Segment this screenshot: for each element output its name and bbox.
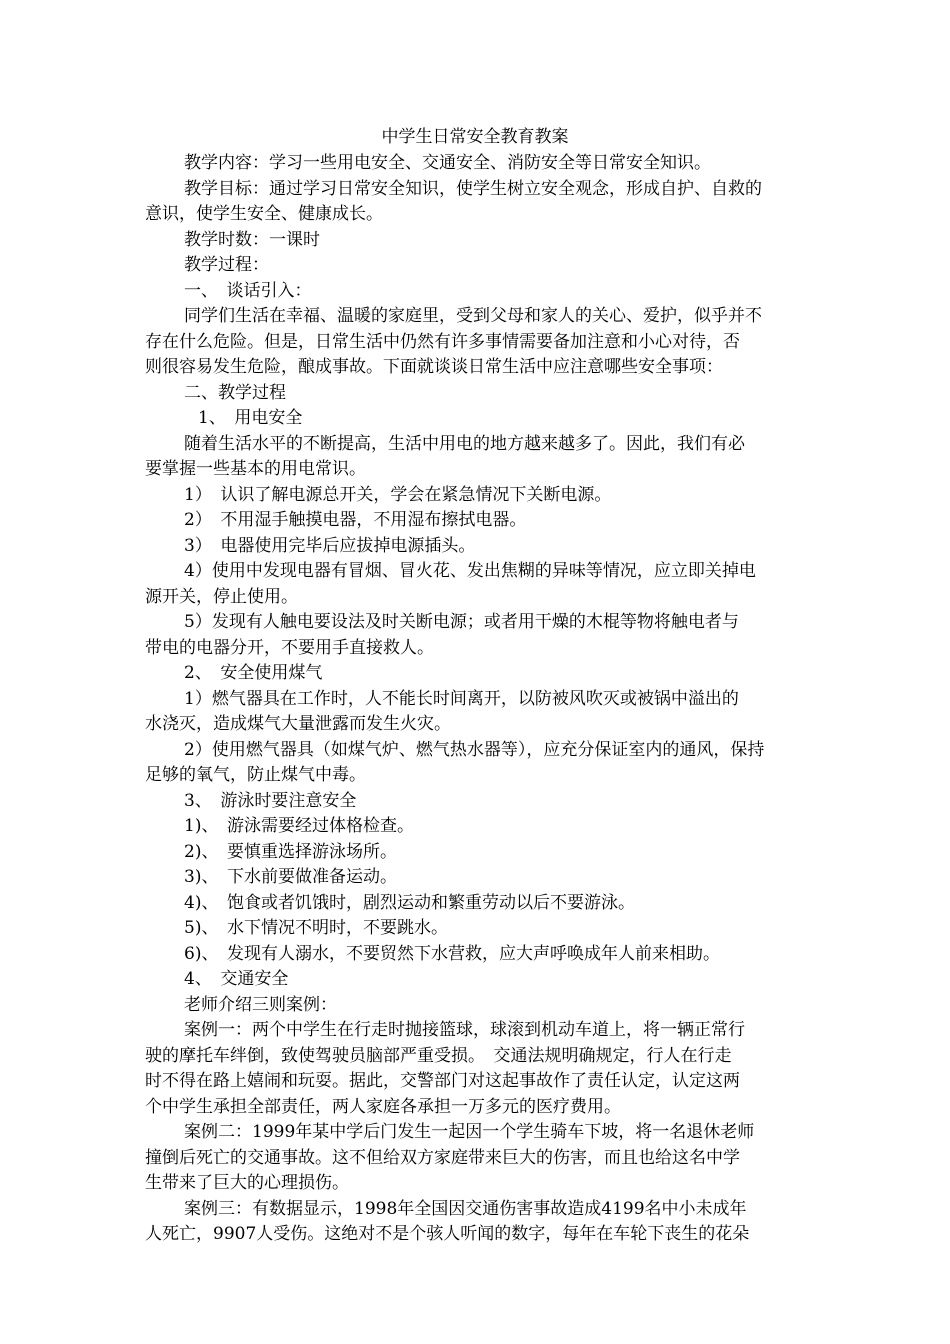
text-line: 个中学生承担全部责任，两人家庭各承担一万多元的医疗费用。 — [145, 1097, 621, 1117]
subsection-heading: 4、 交通安全 — [184, 969, 289, 989]
list-item: 1） 认识了解电源总开关，学会在紧急情况下关断电源。 — [184, 485, 612, 505]
text-line: 教学内容：学习一些用电安全、交通安全、消防安全等日常安全知识。 — [184, 153, 711, 173]
text-line: 要掌握一些基本的用电常识。 — [145, 459, 366, 479]
text-line: 老师介绍三则案例： — [184, 995, 337, 1015]
list-item: 2)、 要慎重选择游泳场所。 — [184, 842, 397, 862]
text-line: 人死亡，9907人受伤。这绝对不是个骇人听闻的数字，每年在车轮下丧生的花朵 — [145, 1224, 750, 1244]
text-line: 源开关，停止使用。 — [145, 587, 298, 607]
list-item: 3） 电器使用完毕后应拔掉电源插头。 — [184, 536, 476, 556]
list-item: 2）使用燃气器具（如煤气炉、燃气热水器等），应充分保证室内的通风，保持 — [184, 740, 765, 760]
text-line: 随着生活水平的不断提高，生活中用电的地方越来越多了。因此，我们有必 — [184, 434, 745, 454]
list-item: 3)、 下水前要做准备运动。 — [184, 867, 397, 887]
list-item: 4)、 饱食或者饥饿时，剧烈运动和繁重劳动以后不要游泳。 — [184, 893, 635, 913]
section-heading: 一、 谈话引入： — [184, 281, 312, 301]
list-item: 4）使用中发现电器有冒烟、冒火花、发出焦糊的异味等情况，应立即关掉电 — [184, 561, 756, 581]
list-item: 5）发现有人触电要设法及时关断电源；或者用干燥的木棍等物将触电者与 — [184, 612, 739, 632]
text-line: 意识，使学生安全、健康成长。 — [145, 204, 383, 224]
text-line: 足够的氧气，防止煤气中毒。 — [145, 765, 366, 785]
list-item: 2） 不用湿手触摸电器，不用湿布擦拭电器。 — [184, 510, 527, 530]
text-line: 则很容易发生危险，酿成事故。下面就谈谈日常生活中应注意哪些安全事项： — [145, 357, 723, 377]
text-line: 驶的摩托车绊倒，致使驾驶员脑部严重受损。 交通法规明确规定，行人在行走 — [145, 1046, 732, 1066]
text-line: 案例一：两个中学生在行走时抛接篮球，球滚到机动车道上，将一辆正常行 — [184, 1020, 745, 1040]
text-line: 撞倒后死亡的交通事故。这不但给双方家庭带来巨大的伤害，而且也给这名中学 — [145, 1148, 740, 1168]
list-item: 5)、 水下情况不明时，不要跳水。 — [184, 918, 448, 938]
subsection-heading: 3、 游泳时要注意安全 — [184, 791, 357, 811]
text-line: 生带来了巨大的心理损伤。 — [145, 1173, 349, 1193]
text-line: 水浇灭，造成煤气大量泄露而发生火灾。 — [145, 714, 451, 734]
section-heading: 二、教学过程 — [184, 383, 286, 403]
list-item: 1）燃气器具在工作时，人不能长时间离开，以防被风吹灭或被锅中溢出的 — [184, 689, 739, 709]
subsection-heading: 1、 用电安全 — [198, 408, 303, 428]
text-line: 案例三：有数据显示，1998年全国因交通伤害事故造成4199名中小未成年 — [184, 1199, 747, 1219]
text-line: 教学目标：通过学习日常安全知识，使学生树立安全观念，形成自护、自救的 — [184, 179, 762, 199]
text-line: 带电的电器分开，不要用手直接救人。 — [145, 638, 434, 658]
list-item: 6)、 发现有人溺水，不要贸然下水营救，应大声呼唤成年人前来相助。 — [184, 944, 720, 964]
text-line: 案例二：1999年某中学后门发生一起因一个学生骑车下坡，将一名退休老师 — [184, 1122, 755, 1142]
text-line: 同学们生活在幸福、温暖的家庭里，受到父母和家人的关心、爱护，似乎并不 — [184, 306, 762, 326]
text-line: 存在什么危险。但是，日常生活中仍然有许多事情需要备加注意和小心对待，否 — [145, 332, 740, 352]
text-line: 时不得在路上嬉闹和玩耍。据此，交警部门对这起事故作了责任认定，认定这两 — [145, 1071, 740, 1091]
subsection-heading: 2、 安全使用煤气 — [184, 663, 323, 683]
document-title: 中学生日常安全教育教案 — [381, 127, 569, 147]
list-item: 1)、 游泳需要经过体格检查。 — [184, 816, 414, 836]
text-line: 教学时数：一课时 — [184, 230, 320, 250]
text-line: 教学过程： — [184, 255, 269, 275]
